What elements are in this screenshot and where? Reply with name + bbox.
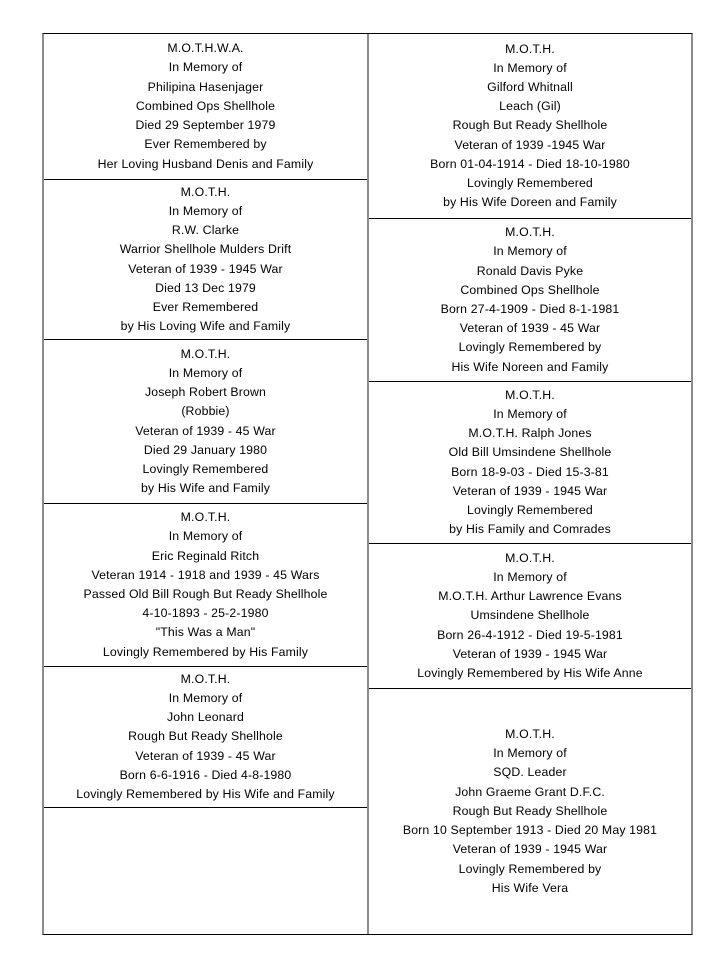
memorial-line: In Memory of [493,746,567,761]
memorial-line: M.O.T.H. [505,41,555,56]
memorial-line: John Leonard [166,710,244,725]
memorial-line: by His Loving Wife and Family [120,319,291,334]
memorial-line: R.W. Clarke [171,223,240,238]
memorial-line: M.O.T.H. [180,346,231,361]
memorial-john-graeme-grant [369,689,691,934]
memorial-line: His Wife Noreen and Family [451,359,609,374]
memorial-line: Umsindene Shellhole [470,608,590,623]
memorial-line: Died 29 September 1979 [135,118,276,133]
memorial-line: Eric Reginald Ritch [151,548,260,563]
memorial-line: Ever Remembered [152,299,259,314]
memorial-line: Rough But Ready Shellhole [128,729,283,744]
memorial-ralph-jones [369,382,691,544]
memorial-line: Born 27-4-1909 - Died 8-1-1981 [440,302,620,316]
memorial-line: Born 10 September 1913 - Died 20 May 1981 [402,823,658,838]
memorial-line: His Wife Vera [491,880,569,895]
memorial-line: M.O.T.H. Arthur Lawrence Evans [438,589,622,604]
memorial-line: M.O.T.H. [180,184,231,199]
memorial-line: Lovingly Remembered [467,176,593,190]
memorial-rw-clarke [44,180,367,340]
memorial-line: by His Wife and Family [140,481,271,496]
memorial-line: M.O.T.H. [505,727,555,742]
memorial-line: Passed Old Bill Rough But Ready Shellhole [83,587,328,601]
memorial-philipina-hasenjager [44,34,367,180]
memorial-line: Gilford Whitnall [487,79,573,94]
memorial-line: Veteran of 1939 - 45 War [459,321,601,336]
memorial-line: Ronald Davis Pyke [476,263,584,278]
memorial-line: Lovingly Remembered by [458,861,602,876]
memorial-line: Leach (Gil) [499,99,561,114]
memorial-line: (Robbie) [181,404,230,419]
memorial-line: M.O.T.H. [505,387,555,402]
memorial-line: Veteran of 1939 - 1945 War [128,261,283,276]
memorial-line: M.O.T.H. Ralph Jones [468,426,592,441]
memorial-line: Rough But Ready Shellhole [452,118,608,133]
memorial-line: M.O.T.H.W.A. [167,41,244,56]
memorial-line: Lovingly Remembered by [458,340,602,355]
memorial-line: Born 01-04-1914 - Died 18-10-1980 [430,156,630,171]
memorial-line: Lovingly Remembered by His Family [102,644,309,659]
memorial-empty [44,808,367,934]
memorial-line: Combined Ops Shellhole [135,98,276,113]
memorial-line: "This Was a Man" [155,625,256,640]
memorial-line: In Memory of [493,60,567,75]
memorial-line: In Memory of [493,244,567,259]
memorial-line: Veteran of 1939 -1945 War [454,137,606,152]
memorial-line: Veteran of 1939 - 1945 War [452,842,608,857]
memorial-joseph-robert-brown [44,340,367,504]
memorial-line: Died 13 Dec 1979 [155,280,256,295]
memorial-line: Died 29 January 1980 [143,442,268,457]
right-column [369,34,691,934]
memorial-line: Warrior Shellhole Mulders Drift [119,242,292,257]
memorial-arthur-lawrence-evans [369,544,691,689]
memorial-line: Born 6-6-1916 - Died 4-8-1980 [119,767,292,782]
memorial-line: M.O.T.H. [180,671,231,686]
memorial-line: In Memory of [168,365,243,380]
memorial-line: 4-10-1893 - 25-2-1980 [142,606,269,621]
memorial-line: by His Wife Doreen and Family [443,195,617,210]
memorial-line: In Memory of [168,60,243,75]
memorial-line: SQD. Leader [493,765,567,780]
memorial-line: Lovingly Remembered [142,461,269,476]
memorial-line: Joseph Robert Brown [144,385,267,400]
memorial-line: Born 18-9-03 - Died 15-3-81 [451,464,609,479]
left-column [44,34,369,934]
memorial-line: Veteran 1914 - 1918 and 1939 - 45 Wars [91,567,320,582]
memorial-line: Veteran of 1939 - 1945 War [452,483,608,498]
memorial-line: Born 26-4-1912 - Died 19-5-1981 [437,627,623,642]
memorial-john-leonard [44,667,367,808]
memorial-line: Lovingly Remembered by His Wife Anne [417,666,643,680]
memorial-line: In Memory of [168,203,243,218]
memorial-line: Ever Remembered by [144,137,267,152]
memorial-line: by His Family and Comrades [449,522,611,537]
memorial-line: M.O.T.H. [505,550,555,565]
memorial-line: Her Loving Husband Denis and Family [97,156,314,171]
memorial-gilford-whitnall-leach [369,34,691,219]
memorial-line: Veteran of 1939 - 45 War [135,423,276,438]
memorial-ronald-davis-pyke [369,219,691,382]
memorial-line: M.O.T.H. [180,510,231,525]
memorial-line: In Memory of [168,691,243,705]
memorial-line: John Graeme Grant D.F.C. [455,784,605,799]
memorial-line: Veteran of 1939 - 45 War [135,748,276,763]
memorial-line: Lovingly Remembered by His Wife and Family [76,787,335,802]
memorial-line: M.O.T.H. [505,225,555,240]
memorial-line: In Memory of [168,529,243,544]
memorial-table [42,33,693,935]
memorial-line: Old Bill Umsindene Shellhole [448,445,612,460]
memorial-eric-reginald-ritch [44,504,367,667]
memorial-line: Veteran of 1939 - 1945 War [452,646,608,661]
memorial-line: Philipina Hasenjager [147,79,264,94]
memorial-line: Lovingly Remembered [467,502,593,517]
memorial-line: Rough But Ready Shellhole [452,803,608,818]
memorial-line: In Memory of [493,569,567,584]
memorial-line: In Memory of [493,406,567,421]
memorial-line: Combined Ops Shellhole [460,282,600,297]
